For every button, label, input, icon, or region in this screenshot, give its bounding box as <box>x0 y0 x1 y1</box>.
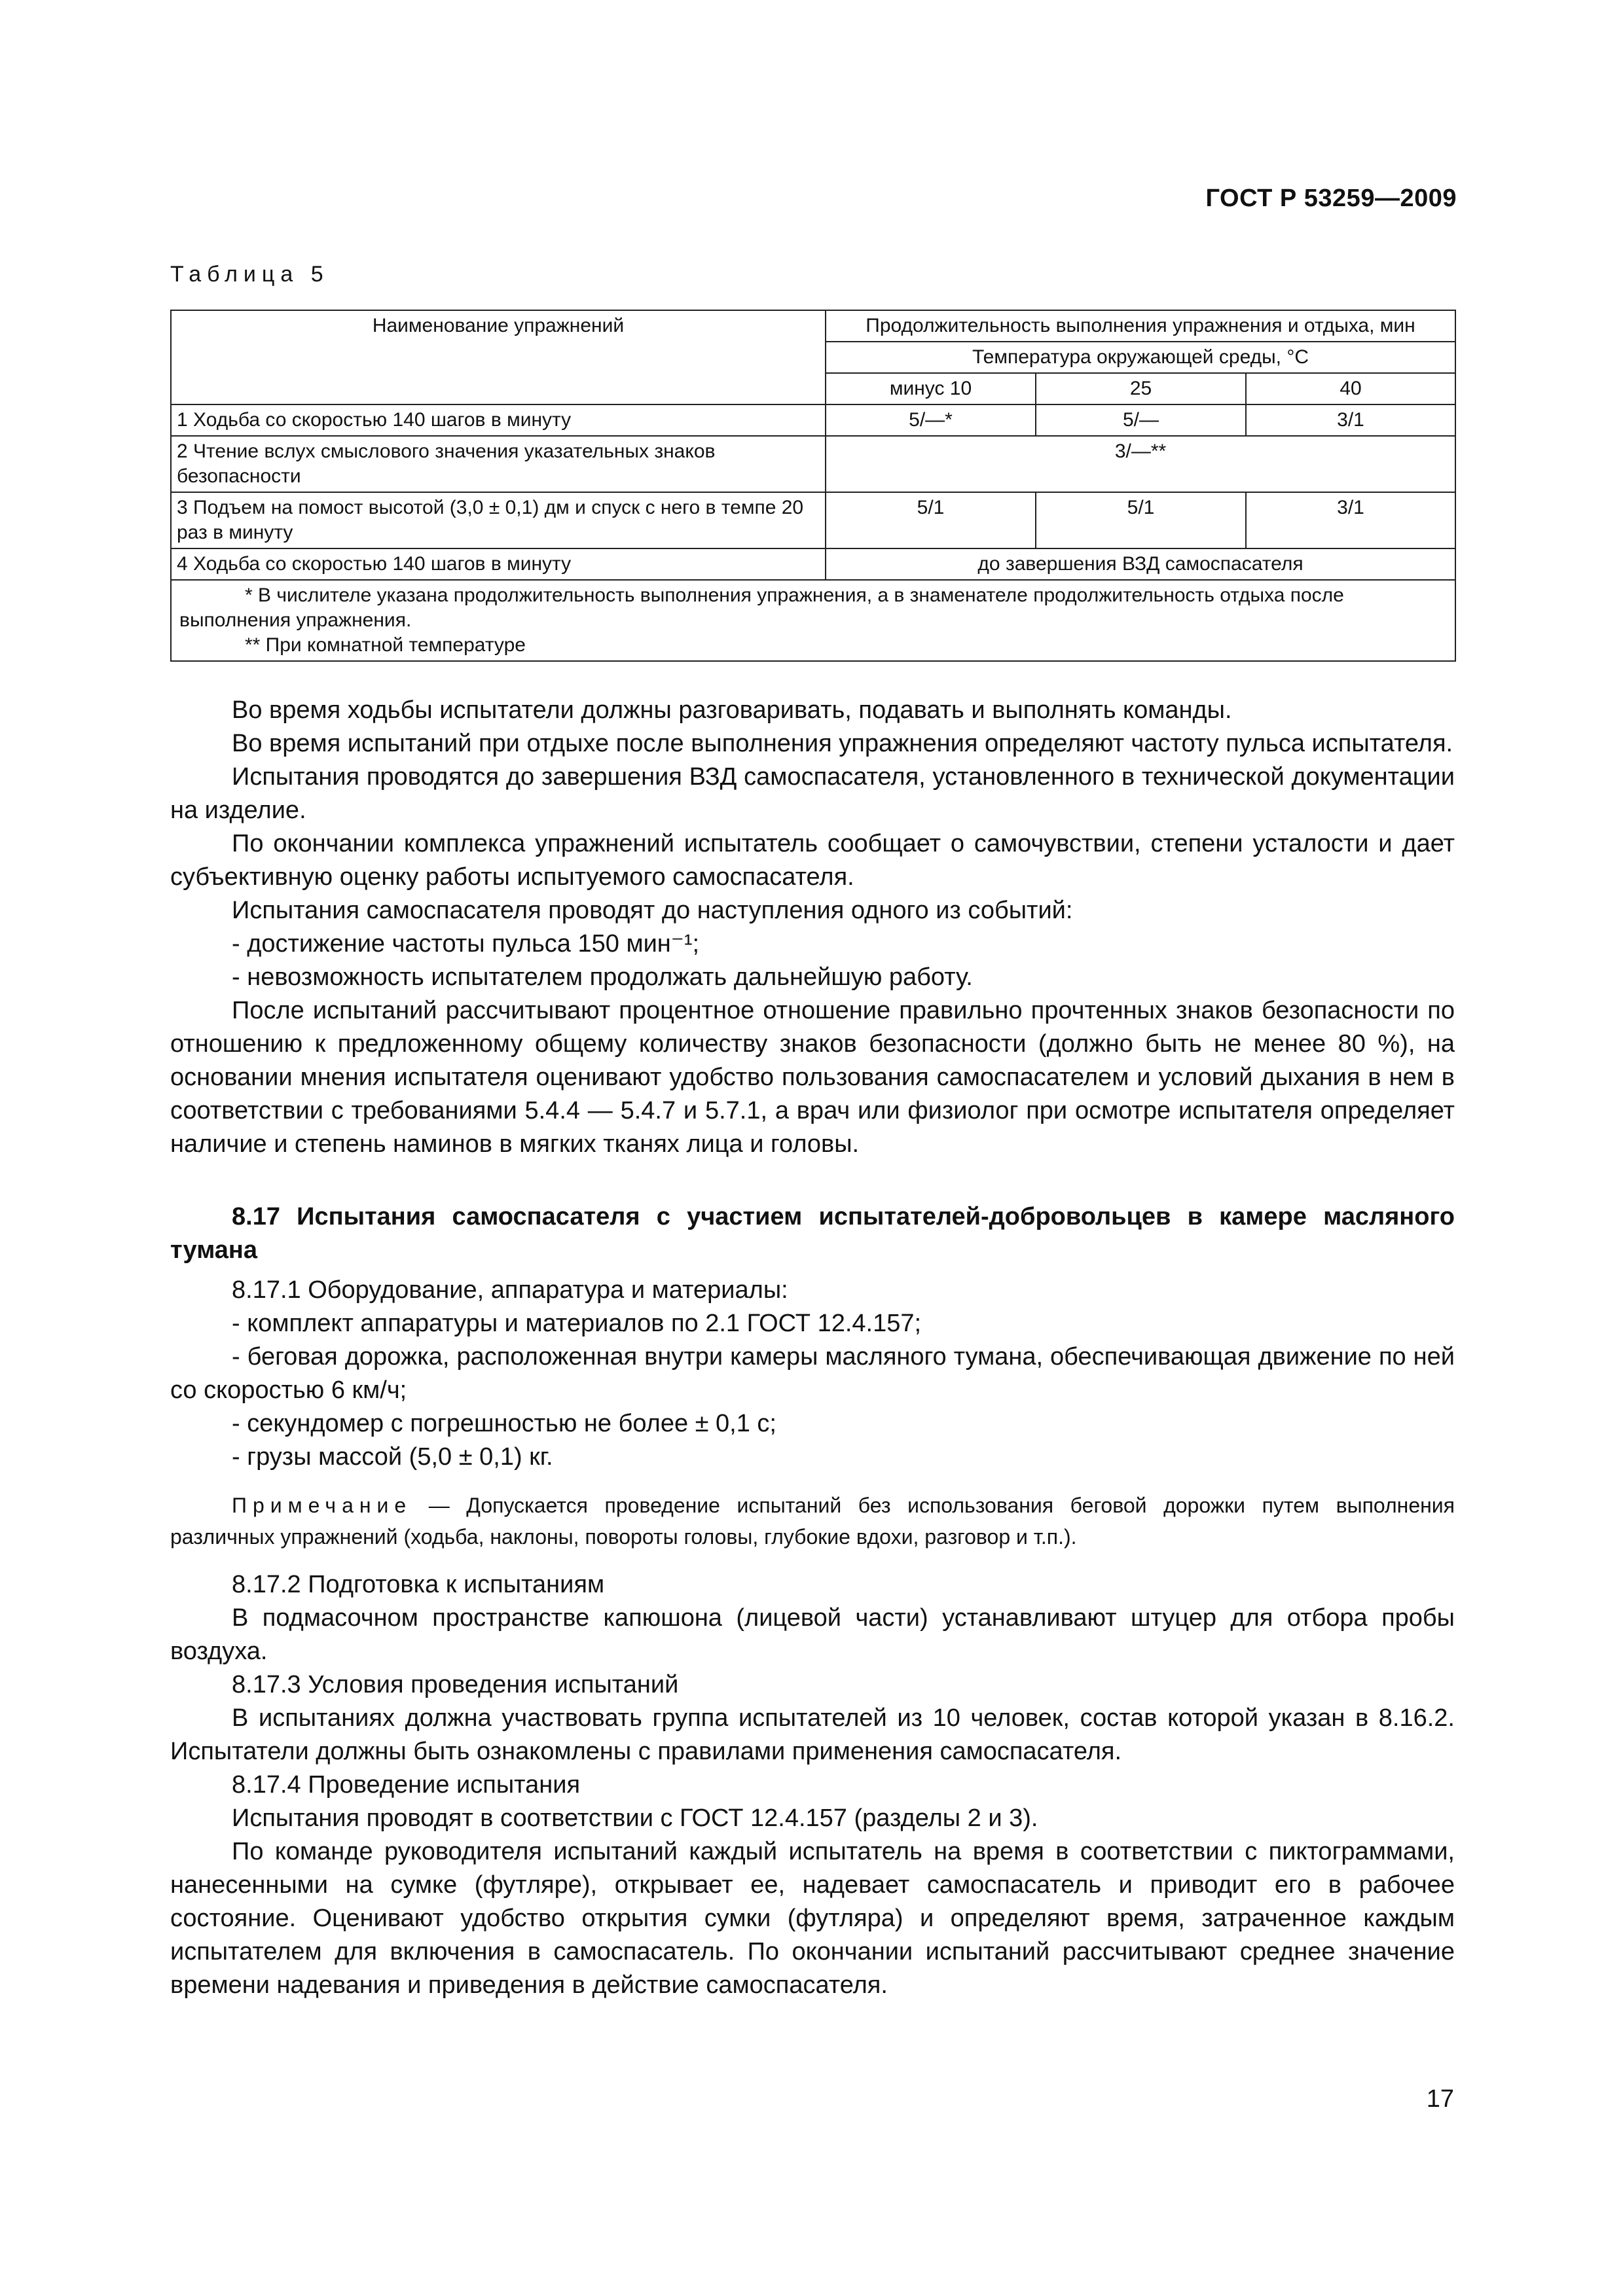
exercise-table <box>170 310 1456 662</box>
row-value-merged: до завершения ВЗД самоспасателя <box>826 548 1455 580</box>
table-row <box>171 548 1455 580</box>
list-item: - секундомер с погрешностью не более ± 0,1 с; <box>232 1410 776 1437</box>
temp-col-minus10: минус 10 <box>826 373 1036 404</box>
row-value: 5/—* <box>826 404 1036 436</box>
paragraph: Испытания проводят в соответствии с ГОСТ 12.4.157 (разделы 2 и 3). <box>232 1804 1038 1832</box>
table-row <box>171 404 1455 436</box>
table-caption: Таблица 5 <box>170 262 329 287</box>
section-heading-8-17: 8.17 Испытания самоспасателя с участием испытателей-добровольцев в камере масляного тумана <box>170 1203 1455 1264</box>
col-header-temperature: Температура окружающей среды, °С <box>826 342 1455 373</box>
paragraph: Испытания самоспасателя проводят до наступления одного из событий: <box>232 897 1073 924</box>
note <box>170 1490 1455 1552</box>
footnote-1: * В числителе указана продолжительность выполнения упражнения, а в знаменателе продолжительность отдыха после выполнения упражнения. <box>179 584 1344 631</box>
list-item: - комплект аппаратуры и материалов по 2.1 ГОСТ 12.4.157; <box>232 1310 922 1337</box>
row-name: 2 Чтение вслух смыслового значения указательных знаков безопасности <box>171 436 826 492</box>
paragraph: Во время ходьбы испытатели должны разговаривать, подавать и выполнять команды. <box>232 696 1232 724</box>
paragraph: Во время испытаний при отдыхе после выполнения упражнения определяют частоту пульса испытателя. <box>232 730 1453 757</box>
document-id: ГОСТ Р 53259—2009 <box>1205 185 1457 212</box>
col-header-exercise: Наименование упражнений <box>171 310 826 404</box>
paragraph: Испытания проводятся до завершения ВЗД самоспасателя, установленного в технической документации на изделие. <box>170 763 1455 824</box>
note-text: — Допускается проведение испытаний без использования беговой дорожки путем выполнения различных упражнений (ходьба, наклоны, повороты головы, глубокие вдохи, разговор и т.п.). <box>170 1494 1455 1549</box>
subsection-title: 8.17.3 Условия проведения испытаний <box>232 1671 679 1698</box>
list-item: - достижение частоты пульса 150 мин⁻¹; <box>232 930 700 958</box>
temp-col-25: 25 <box>1036 373 1246 404</box>
body-text <box>170 694 1455 2002</box>
row-value-merged: 3/—** <box>826 436 1455 492</box>
row-value: 5/1 <box>826 492 1036 548</box>
col-header-duration: Продолжительность выполнения упражнения и отдыха, мин <box>826 310 1455 342</box>
page-number: 17 <box>1426 2085 1454 2113</box>
table-footnotes <box>171 580 1455 661</box>
list-item: - беговая дорожка, расположенная внутри камеры масляного тумана, обеспечивающая движение по ней со скоростью 6 км/ч; <box>170 1343 1455 1404</box>
list-item: - грузы массой (5,0 ± 0,1) кг. <box>232 1443 553 1471</box>
temp-col-40: 40 <box>1246 373 1455 404</box>
subsection-title: 8.17.1 Оборудование, аппаратура и материалы: <box>232 1276 788 1304</box>
row-value: 5/— <box>1036 404 1246 436</box>
paragraph: По окончании комплекса упражнений испытатель сообщает о самочувствии, степени усталости и дает субъективную оценку работы испытуемого самоспасателя. <box>170 830 1455 891</box>
paragraph: По команде руководителя испытаний каждый испытатель на время в соответствии с пиктограммами, нанесенными на сумке (футляре), открывает ее, надевает самоспасатель и приводит его в рабочее состояние. Оценивают удобство открытия сумки (футляра) и определяют время, затраченное каждым испытателем для включения в самоспасатель. По окончании испытаний рассчитывают среднее значение времени надевания и приведения в действие самоспасателя. <box>170 1838 1455 1999</box>
row-value: 3/1 <box>1246 404 1455 436</box>
paragraph: После испытаний рассчитывают процентное отношение правильно прочтенных знаков безопасности по отношению к предложенному общему количеству знаков безопасности (должно быть не менее 80 %), на основании мнения испытателя оценивают удобство пользования самоспасателем и условий дыхания в нем в соответствии с требованиями 5.4.4 — 5.4.7 и 5.7.1, а врач или физиолог при осмотре испытателя определяет наличие и степень наминов в мягких тканях лица и головы. <box>170 997 1455 1158</box>
paragraph: В подмасочном пространстве капюшона (лицевой части) устанавливают штуцер для отбора пробы воздуха. <box>170 1604 1455 1665</box>
list-item: - невозможность испытателем продолжать дальнейшую работу. <box>232 963 973 991</box>
table-row <box>171 492 1455 548</box>
subsection-title: 8.17.2 Подготовка к испытаниям <box>232 1571 605 1598</box>
row-name: 1 Ходьба со скоростью 140 шагов в минуту <box>171 404 826 436</box>
row-name: 3 Подъем на помост высотой (3,0 ± 0,1) дм и спуск с него в темпе 20 раз в минуту <box>171 492 826 548</box>
row-name: 4 Ходьба со скоростью 140 шагов в минуту <box>171 548 826 580</box>
footnote-2: ** При комнатной температуре <box>245 634 526 656</box>
table-row <box>171 436 1455 492</box>
row-value: 3/1 <box>1246 492 1455 548</box>
row-value: 5/1 <box>1036 492 1246 548</box>
note-label: Примечание <box>232 1494 412 1517</box>
subsection-title: 8.17.4 Проведение испытания <box>232 1771 581 1799</box>
paragraph: В испытаниях должна участвовать группа испытателей из 10 человек, состав которой указан в 8.16.2. Испытатели должны быть ознакомлены с правилами применения самоспасателя. <box>170 1704 1455 1765</box>
